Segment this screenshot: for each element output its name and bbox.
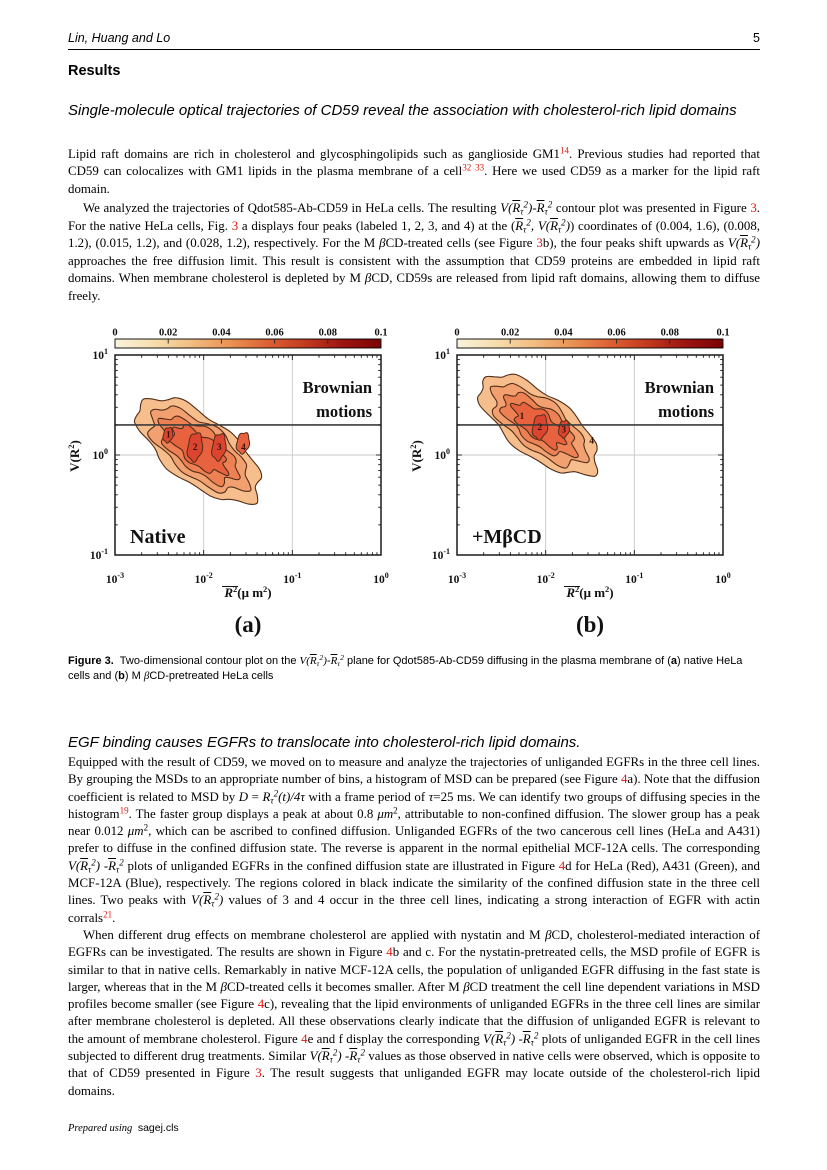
svg-text:motions: motions xyxy=(658,402,714,421)
svg-text:10-2: $10^{-2}$ xyxy=(194,571,213,586)
svg-text:100: $10^0$ xyxy=(92,447,108,462)
svg-text:10-2: $10^{-2}$ xyxy=(536,571,555,586)
svg-text:0.08: 0.08 xyxy=(318,327,337,339)
page-number: 5 xyxy=(753,31,760,45)
svg-text:2: 2 xyxy=(537,423,543,434)
paragraph-3: Equipped with the result of CD59, we moved on to measure and analyze the trajectories of unliganded EGFRs in the three cell lines. By grouping the MSDs to an appropriate number of bins, a histogram of MSD can be prepared (see Figure 4a). Note that the diffusion coefficient is related to MSD by $D = R_\tau^2(t)/4\tau$ with a frame period of τ=25 ms. We can identify two groups of diffusing species in the histogram$^{19}$. The faster group displays a peak at about 0.8 $\mu m^2$, attributable to non-confined diffusion. The slower group has a peak near 0.012 $\mu m^2$, which can be ascribed to confined diffusion. Unliganded EGFRs of the two cancerous cell lines (HeLa and A431) prefer to diffuse in the confined diffusion state. The reverse is apparent in the normal epithelial MCF-12A cells. The corresponding $V(\overline{R}_\tau^2)$ $-\overline{R}_\tau^2$ plots of unliganded EGFRs in the confined diffusion state are illustrated in Figure 4d for HeLa (Red), A431 (Green), and MCF-12A (Blue), respectively. The regions colored in black indicate the similarity of the confined diffusion state in the three cell lines. Two peaks with $V(\overline{R}_\tau^2)$ values of 3 and 4 occur in the three cell lines, indicating a strong interaction of EGFR with actin corrals$^{21}$. xyxy=(68,755,761,925)
svg-text:0: 0 xyxy=(454,327,460,339)
svg-text:V(R2): $V(R^2)$ xyxy=(408,440,424,472)
paragraph-2: We analyzed the trajectories of Qdot585-Ab-CD59 in HeLa cells. The resulting $V(\overline{R}_\tau^2)-\overline{R}_\tau^2$ contour plot was presented in Figure 3. For the native HeLa cells, Fig. 3 a displays four peaks (labeled 1, 2, 3, and 4) at the ($\overline{R}_\tau^2$, $V(\overline{R}_\tau^2)$) coordinates of (0.004, 1.6), (0.008, 1.2), (0.015, 1.2), and (0.028, 1.2), respectively. For the M βCD-treated cells (see Figure 3b), the four peaks shift upwards as $V(\overline{R}_\tau^2)$ approaches the free diffusion limit. This result is consistent with the assumption that CD59 proteins are embedded in lipid raft domains. When membrane cholesterol is depleted by M βCD, CD59s are released from lipid raft domains, allowing them to diffuse freely. xyxy=(68,199,761,303)
svg-text:3: 3 xyxy=(216,443,222,454)
svg-text:R2(μ m2): $R^2(\mu$ $m^2$) xyxy=(566,584,614,600)
svg-text:V(R2): $V(R^2)$ xyxy=(66,440,82,472)
svg-text:(a): (a) xyxy=(234,612,262,637)
svg-text:0.1: 0.1 xyxy=(716,327,730,339)
section-heading-results: Results xyxy=(68,63,121,79)
page-footer xyxy=(68,1122,179,1134)
svg-text:101: $10^1$ xyxy=(434,347,450,362)
svg-text:0.02: 0.02 xyxy=(159,327,178,339)
svg-text:1: 1 xyxy=(166,430,171,441)
subsection-heading-cd59: Single-molecule optical trajectories of CD59 reveal the association with cholesterol-rich lipid domains xyxy=(68,102,737,119)
svg-text:100: $10^0$ xyxy=(373,571,389,586)
svg-text:0.08: 0.08 xyxy=(660,327,679,339)
figure-3-caption: Figure 3. Two-dimensional contour plot on the $V(\overline{R}_\tau^2)-\overline{R}_\tau^2$ plane for Qdot585-Ab-CD59 diffusing in the plasma membrane of (a) native HeLa cells and (b) M βCD-pretreated HeLa cells xyxy=(68,653,743,682)
svg-text:4: 4 xyxy=(240,443,246,454)
svg-text:0.06: 0.06 xyxy=(607,327,626,339)
svg-text:4: 4 xyxy=(589,436,595,447)
svg-text:R2(μ m2): $R^2(\mu$ $m^2$) xyxy=(224,584,272,600)
page-header xyxy=(68,31,760,50)
svg-text:101: $10^1$ xyxy=(92,347,108,362)
svg-text:motions: motions xyxy=(316,402,372,421)
subsection-heading-egf: EGF binding causes EGFRs to translocate into cholesterol-rich lipid domains. xyxy=(68,734,581,751)
svg-text:0.04: 0.04 xyxy=(554,327,573,339)
svg-text:0.04: 0.04 xyxy=(212,327,231,339)
svg-text:10-1: $10^{-1}$ xyxy=(89,547,108,562)
svg-text:Brownian: Brownian xyxy=(644,378,714,397)
svg-text:Brownian: Brownian xyxy=(302,378,372,397)
svg-text:0.06: 0.06 xyxy=(265,327,284,339)
svg-text:+MβCD: +MβCD xyxy=(472,526,542,548)
footer-class-file: sagej.cls xyxy=(137,1122,179,1134)
svg-text:10-1: $10^{-1}$ xyxy=(625,571,644,586)
svg-text:0.02: 0.02 xyxy=(501,327,520,339)
svg-text:100: $10^0$ xyxy=(715,571,731,586)
svg-text:0: 0 xyxy=(112,327,118,339)
svg-text:(b): (b) xyxy=(575,612,605,637)
paragraph-4: When different drug effects on membrane cholesterol are applied with nystatin and M βCD, cholesterol-mediated interaction of EGFRs can be investigated. The results are shown in Figure 4b and c. For the nystatin-pretreated cells, the MSD profile of EGFR is similar to that in native cells. Remarkably in native MCF-12A cells, the population of unliganded EGFR diffusing in the fast state is larger, whereas that in the M βCD-treated cells it becomes smaller. After M βCD treatment the cell line dependent variations in MSD profiles become smaller (see Figure 4c), revealing that the lipid environments of unliganded EGFRs in the three cell lines are similar after membrane cholesterol is depleted. All these observations clearly indicate that the diffusion of unliganded EGFR is relevant to the amount of membrane cholesterol. Figure 4e and f display the corresponding $V(\overline{R}_\tau^2)$ $-\overline{R}_\tau^2$ plots of unliganded EGFR in the cell lines subjected to different drug treatments. Similar $V(\overline{R}_\tau^2)$ $-\overline{R}_\tau^2$ values as those observed in native cells were observed, which is opposite to that of CD59 presented in Figure 3. The result suggests that unliganded EGFR may locate outside of the cholesterol-rich lipid domains. xyxy=(68,928,761,1098)
svg-text:3: 3 xyxy=(561,425,567,436)
running-authors: Lin, Huang and Lo xyxy=(68,31,171,45)
svg-text:10-3: $10^{-3}$ xyxy=(105,571,125,586)
svg-text:0.1: 0.1 xyxy=(374,327,388,339)
svg-text:Native: Native xyxy=(130,526,186,548)
svg-text:100: $10^0$ xyxy=(434,447,450,462)
svg-text:10-3: $10^{-3}$ xyxy=(447,571,467,586)
svg-text:10-1: $10^{-1}$ xyxy=(431,547,450,562)
figure-3-contour-plots xyxy=(68,325,780,648)
svg-text:1: 1 xyxy=(519,412,525,423)
svg-text:2: 2 xyxy=(192,443,198,454)
footer-prefix: Prepared using xyxy=(68,1123,133,1134)
svg-text:10-1: $10^{-1}$ xyxy=(283,571,302,586)
paragraph-1: Lipid raft domains are rich in cholesterol and glycosphingolipids such as ganglioside $GM1^{14}$. Previous studies had reported that CD59 can colocalizes with GM1 lipids in the plasma membrane of a cell$^{32 33}$. Here we used CD59 as a marker for the lipid raft domain. xyxy=(68,145,760,196)
